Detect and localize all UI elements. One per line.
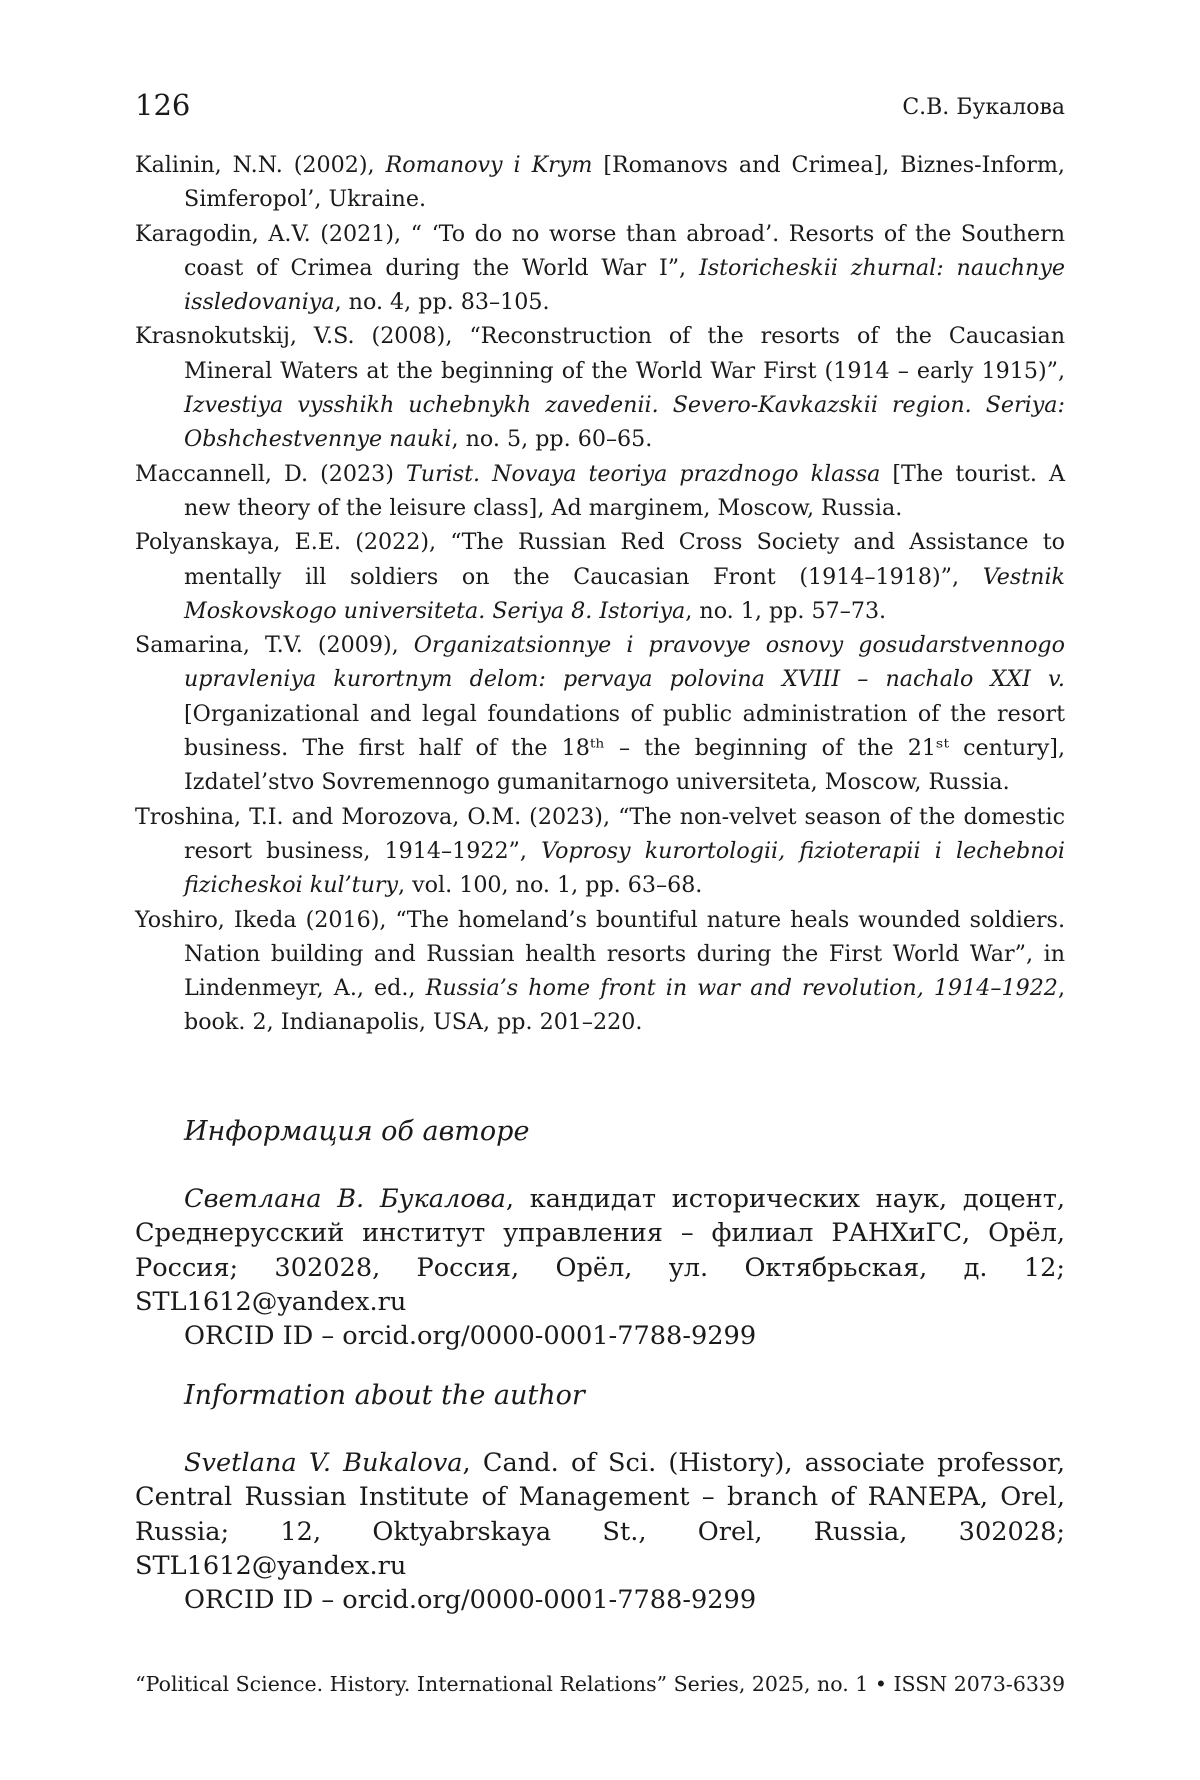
section-title-en: Information about the author [135,1376,1065,1416]
journal-footer: “Political Science. History. International Relations” Series, 2025, no. 1 • ISSN 2073-6339 [135,1672,1065,1696]
author-bio-en: Svetlana V. Bukalova, Cand. of Sci. (History), associate professor, Central Russian Institute of Management – branch of RANEPA, Orel, Russia; 12, Oktyabrskaya St., Orel, Russia, 302028; STL1612@yandex.ru [135,1446,1065,1583]
reference-item: Krasnokutskij, V.S. (2008), “Reconstruction of the resorts of the Caucasian Mineral Waters at the beginning of the World War First (1914 – early 1915)”, Izvestiya vysshikh uchebnykh zavedenii. Severo-Kavkazskii region. Seriya: Obshchestvennye nauki, no. 5, pp. 60–65. [135,319,1065,456]
author-info-ru [135,1112,1065,1353]
section-title-ru: Информация об авторе [135,1112,1065,1152]
reference-item: Yoshiro, Ikeda (2016), “The homeland’s bountiful nature heals wounded soldiers. Nation building and Russian health resorts during the First World War”, in Lindenmeyr, A., ed., Russia’s home front in war and revolution, 1914–1922, book. 2, Indianapolis, USA, pp. 201–220. [135,903,1065,1040]
author-name-ru: Светлана В. Букалова [184,1184,506,1214]
running-head-author: С.В. Букалова [902,95,1065,120]
running-head [135,88,1065,128]
author-info-en [135,1376,1065,1617]
reference-item: Karagodin, A.V. (2021), “ ‘To do no worse than abroad’. Resorts of the Southern coast of Crimea during the World War I”, Istoricheskii zhurnal: nauchnye issledovaniya, no. 4, pp. 83–105. [135,217,1065,320]
reference-item: Samarina, T.V. (2009), Organizatsionnye i pravovye osnovy gosudarstvennogo upravleniya kurortnym delom: pervaya polovina XVIII – nachalo XXI v. [Organizational and legal foundations of public administration of the resort business. The first half of the 18ᵗʰ – the beginning of the 21ˢᵗ century], Izdatel’stvo Sovremennogo gumanitarnogo universiteta, Moscow, Russia. [135,628,1065,799]
reference-item: Maccannell, D. (2023) Turist. Novaya teoriya prazdnogo klassa [The tourist. A new theory of the leisure class], Ad marginem, Moscow, Russia. [135,457,1065,526]
orcid-ru: ORCID ID – orcid.org/0000-0001-7788-9299 [135,1319,1065,1353]
reference-item: Polyanskaya, E.E. (2022), “The Russian Red Cross Society and Assistance to mentally ill soldiers on the Caucasian Front (1914–1918)”, Vestnik Moskovskogo universiteta. Seriya 8. Istoriya, no. 1, pp. 57–73. [135,525,1065,628]
reference-item: Kalinin, N.N. (2002), Romanovy i Krym [Romanovs and Crimea], Biznes-Inform, Simferopol’, Ukraine. [135,148,1065,217]
orcid-en: ORCID ID – orcid.org/0000-0001-7788-9299 [135,1583,1065,1617]
author-bio-ru: Светлана В. Букалова, кандидат исторических наук, доцент, Среднерусский институт управления – филиал РАНХиГС, Орёл, Россия; 302028, Россия, Орёл, ул. Октябрьская, д. 12; STL1612@yandex.ru [135,1182,1065,1319]
reference-item: Troshina, T.I. and Morozova, O.M. (2023), “The non-velvet season of the domestic resort business, 1914–1922”, Voprosy kurortologii, fizioterapii i lechebnoi fizicheskoi kul’tury, vol. 100, no. 1, pp. 63–68. [135,800,1065,903]
author-name-en: Svetlana V. Bukalova [184,1448,463,1478]
journal-page [135,0,1065,1780]
reference-list [135,148,1065,1040]
page-number: 126 [135,88,190,122]
